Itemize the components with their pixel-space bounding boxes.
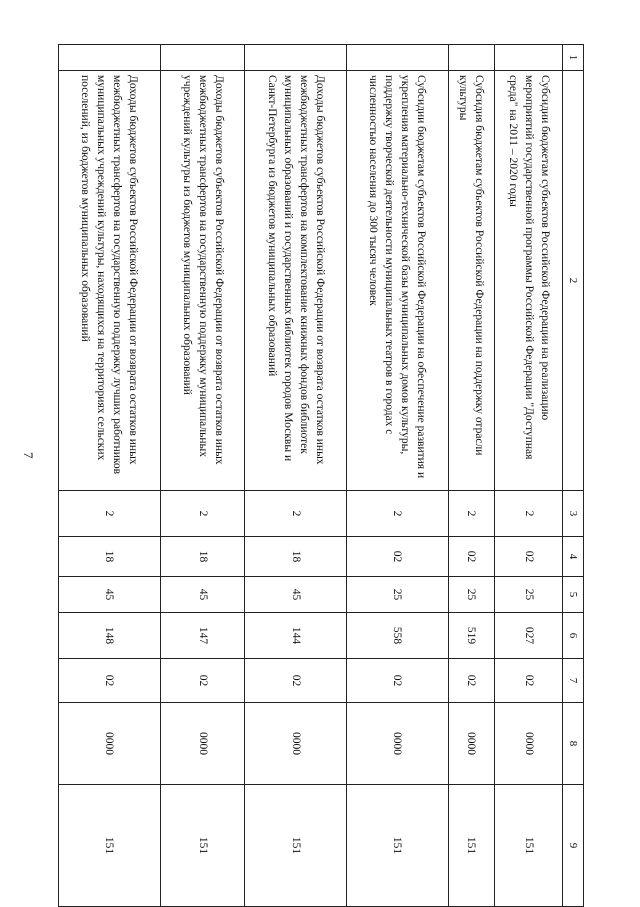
- code-cell: 02: [495, 659, 563, 703]
- code-cell: 151: [448, 785, 495, 907]
- table-row: [245, 45, 347, 907]
- code-cell: 18: [245, 537, 347, 577]
- row-number-cell: [347, 45, 449, 71]
- code-cell: 151: [59, 785, 161, 907]
- code-cell: 558: [347, 613, 449, 659]
- code-cell: 45: [59, 577, 161, 613]
- description-cell: Субсидия бюджетам субъектов Российской Федерации на поддержку отрасли культуры: [448, 71, 495, 491]
- code-cell: 02: [347, 659, 449, 703]
- code-cell: 0000: [347, 703, 449, 785]
- code-cell: 2: [245, 491, 347, 537]
- description-cell: Доходы бюджетов субъектов Российской Федерации от возврата остатков иных межбюджетных трансфертов на государственную поддержку лучших работников муниципальных учреждений культуры, находящихся на территориях сельских поселений, из бюджетов муниципальных образований: [59, 71, 161, 491]
- column-header: 1: [563, 45, 584, 71]
- code-cell: 45: [245, 577, 347, 613]
- row-number-cell: [59, 45, 161, 71]
- table-row: [448, 45, 495, 907]
- code-cell: 0000: [245, 703, 347, 785]
- row-number-cell: [245, 45, 347, 71]
- code-cell: 027: [495, 613, 563, 659]
- code-cell: 02: [59, 659, 161, 703]
- column-header: 4: [563, 537, 584, 577]
- rotated-table-container: [58, 44, 584, 906]
- column-header: 6: [563, 613, 584, 659]
- description-cell: Доходы бюджетов субъектов Российской Федерации от возврата остатков иных межбюджетных трансфертов на государственную поддержку муниципальных учреждений культуры из бюджетов муниципальных образований: [160, 71, 245, 491]
- code-cell: 02: [448, 537, 495, 577]
- code-cell: 148: [59, 613, 161, 659]
- code-cell: 151: [245, 785, 347, 907]
- code-cell: 151: [160, 785, 245, 907]
- code-cell: 02: [448, 659, 495, 703]
- code-cell: 02: [245, 659, 347, 703]
- code-cell: 144: [245, 613, 347, 659]
- code-cell: 25: [347, 577, 449, 613]
- description-cell: Субсидии бюджетам субъектов Российской Федерации на обеспечение развития и укрепления материально-технической базы муниципальных домов культуры, поддержку творческой деятельности муниципальных театров в городах с численностью населения до 300 тысяч человек: [347, 71, 449, 491]
- code-cell: 02: [347, 537, 449, 577]
- code-cell: 151: [495, 785, 563, 907]
- description-cell: Субсидии бюджетам субъектов Российской Федерации на реализацию мероприятий государственной программы Российской Федерации "Доступная среда" на 2011 – 2020 годы: [495, 71, 563, 491]
- code-cell: 2: [59, 491, 161, 537]
- description-cell: Доходы бюджетов субъектов Российской Федерации от возврата остатков иных межбюджетных трансфертов на комплектование книжных фондов библиотек муниципальных образований и государственных библиотек городов Москвы и Санкт-Петербурга из бюджетов муниципальных образований: [245, 71, 347, 491]
- column-header: 3: [563, 491, 584, 537]
- table-row: [160, 45, 245, 907]
- column-header: 9: [563, 785, 584, 907]
- code-cell: 02: [160, 659, 245, 703]
- row-number-cell: [448, 45, 495, 71]
- code-cell: 02: [495, 537, 563, 577]
- row-number-cell: [495, 45, 563, 71]
- column-header: 5: [563, 577, 584, 613]
- code-cell: 25: [448, 577, 495, 613]
- code-cell: 519: [448, 613, 495, 659]
- code-cell: 18: [160, 537, 245, 577]
- code-cell: 2: [160, 491, 245, 537]
- code-cell: 45: [160, 577, 245, 613]
- table-row: [347, 45, 449, 907]
- code-cell: 2: [347, 491, 449, 537]
- page-number: 7: [21, 452, 36, 459]
- code-cell: 151: [347, 785, 449, 907]
- code-cell: 2: [448, 491, 495, 537]
- table-row: [59, 45, 161, 907]
- code-cell: 2: [495, 491, 563, 537]
- code-cell: 25: [495, 577, 563, 613]
- column-header: 8: [563, 703, 584, 785]
- row-number-cell: [160, 45, 245, 71]
- column-header: 2: [563, 71, 584, 491]
- code-cell: 18: [59, 537, 161, 577]
- table-row: [495, 45, 563, 907]
- column-header: 7: [563, 659, 584, 703]
- code-cell: 0000: [448, 703, 495, 785]
- code-cell: 0000: [495, 703, 563, 785]
- budget-codes-table: [58, 44, 584, 907]
- code-cell: 0000: [160, 703, 245, 785]
- code-cell: 0000: [59, 703, 161, 785]
- header-row: [563, 45, 584, 907]
- code-cell: 147: [160, 613, 245, 659]
